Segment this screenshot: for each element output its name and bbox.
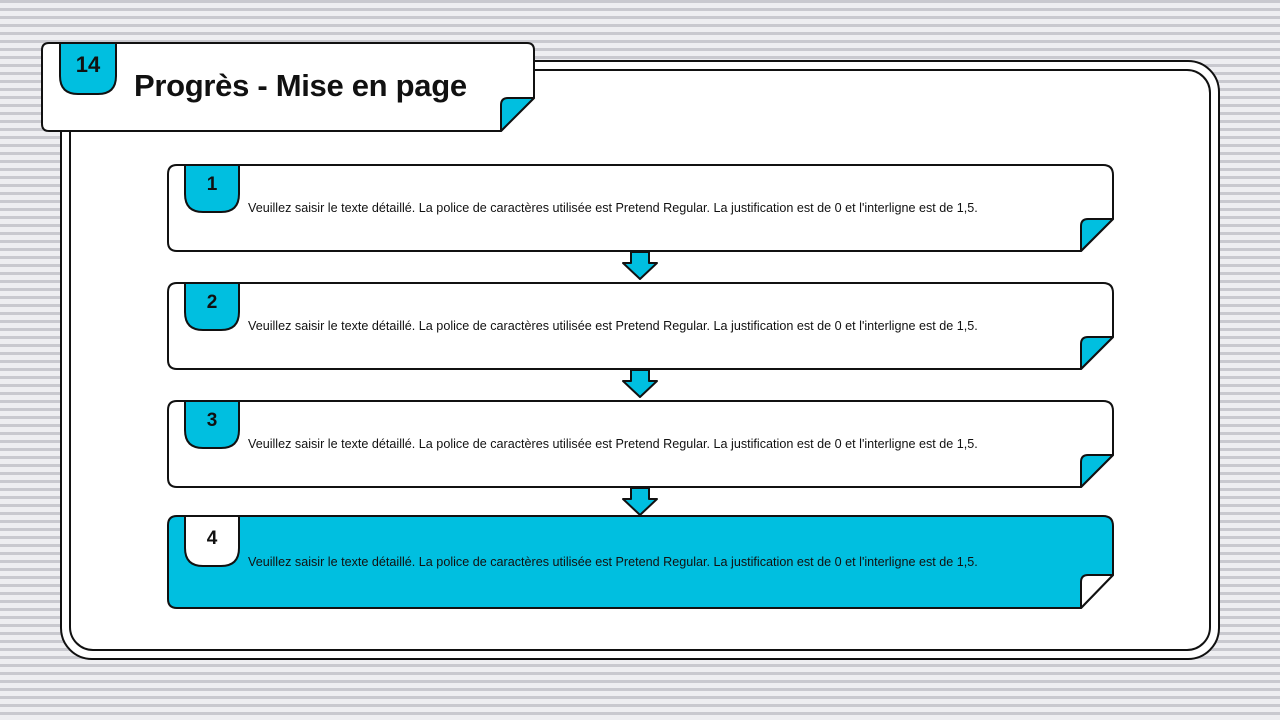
step-3-text: Veuillez saisir le texte détaillé. La police de caractères utilisée est Pretend Regular. La justification est de 0 et l'interligne est de 1,5. — [248, 437, 978, 451]
step-3 — [167, 400, 1114, 488]
step-1 — [167, 164, 1114, 252]
page-number: 14 — [75, 52, 101, 77]
arrow-down-icon — [621, 369, 659, 399]
step-4 — [167, 515, 1114, 609]
step-3-number: 3 — [206, 410, 218, 431]
arrow-down-icon — [621, 251, 659, 281]
step-4-number: 4 — [206, 528, 218, 549]
step-2-text: Veuillez saisir le texte détaillé. La police de caractères utilisée est Pretend Regular. La justification est de 0 et l'interligne est de 1,5. — [248, 319, 978, 333]
title-card — [41, 42, 535, 132]
step-4-text: Veuillez saisir le texte détaillé. La police de caractères utilisée est Pretend Regular. La justification est de 0 et l'interligne est de 1,5. — [248, 555, 978, 569]
arrow-down-icon — [621, 487, 659, 517]
step-2-number: 2 — [206, 292, 218, 313]
step-1-text: Veuillez saisir le texte détaillé. La police de caractères utilisée est Pretend Regular. La justification est de 0 et l'interligne est de 1,5. — [248, 201, 978, 215]
step-2 — [167, 282, 1114, 370]
step-1-number: 1 — [206, 174, 218, 195]
page-title: Progrès - Mise en page — [134, 68, 467, 103]
